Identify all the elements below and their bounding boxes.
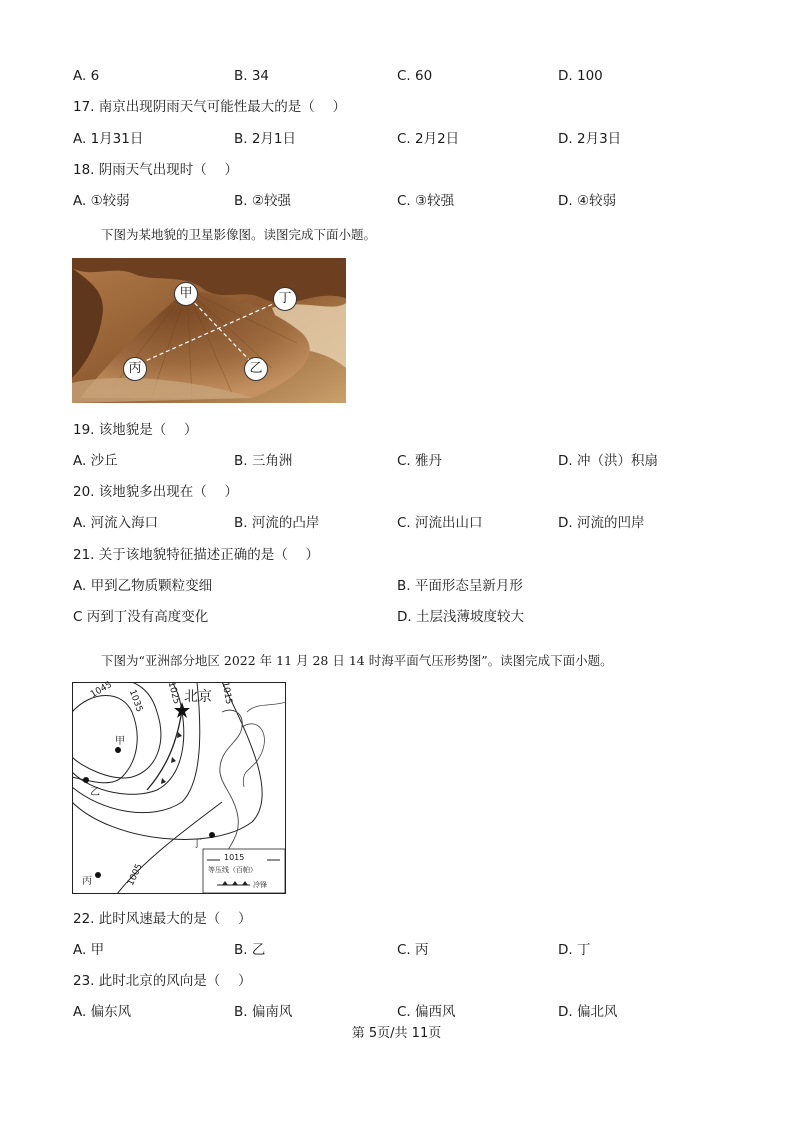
q18-option-d[interactable]: D. ④较弱 bbox=[558, 193, 617, 209]
q16-option-b[interactable]: B. 34 bbox=[234, 68, 270, 84]
photo-label-bing: 丙 bbox=[123, 357, 147, 381]
isobar-label-1045: 1045 bbox=[89, 679, 114, 701]
q23-stem: 23. 此时北京的风向是（ ） bbox=[73, 973, 252, 989]
q18-option-b[interactable]: B. ②较强 bbox=[234, 193, 291, 209]
q23-option-c[interactable]: C. 偏西风 bbox=[397, 1004, 456, 1020]
photo-label-ding: 丁 bbox=[273, 287, 297, 311]
q17-option-b[interactable]: B. 2月1日 bbox=[234, 131, 297, 147]
q21-option-c[interactable]: C 丙到丁没有高度变化 bbox=[73, 609, 209, 625]
q22-option-b[interactable]: B. 乙 bbox=[234, 942, 266, 958]
q21-option-b[interactable]: B. 平面形态呈新月形 bbox=[397, 578, 523, 594]
map-label-bing: 丙 bbox=[82, 876, 92, 887]
q21-options-row2 bbox=[0, 606, 793, 628]
q18-stem-line bbox=[0, 159, 793, 181]
isobar-label-1025: 1025 bbox=[165, 680, 182, 706]
q19-option-a[interactable]: A. 沙丘 bbox=[73, 453, 118, 469]
legend-isobar-value: 1015 bbox=[224, 853, 245, 862]
q20-stem: 20. 该地貌多出现在（ ） bbox=[73, 484, 239, 500]
q19-stem: 19. 该地貌是（ ） bbox=[73, 422, 198, 438]
q17-option-d[interactable]: D. 2月3日 bbox=[558, 131, 622, 147]
q18-option-c[interactable]: C. ③较强 bbox=[397, 193, 455, 209]
q19-options bbox=[0, 450, 793, 472]
q22-option-c[interactable]: C. 丙 bbox=[397, 942, 429, 958]
isobar-label-1005: 1005 bbox=[126, 862, 145, 888]
q16-options bbox=[0, 65, 793, 87]
q19-option-d[interactable]: D. 冲（洪）积扇 bbox=[558, 453, 658, 469]
q20-options bbox=[0, 512, 793, 534]
point-bing bbox=[95, 872, 101, 878]
point-ding bbox=[209, 832, 215, 838]
photo-label-yi: 乙 bbox=[244, 357, 268, 381]
q20-option-d[interactable]: D. 河流的凹岸 bbox=[558, 515, 645, 531]
q17-stem: 17. 南京出现阴雨天气可能性最大的是（ ） bbox=[73, 99, 347, 115]
q22-stem-line bbox=[0, 908, 793, 930]
q22-option-a[interactable]: A. 甲 bbox=[73, 942, 105, 958]
q23-stem-line bbox=[0, 970, 793, 992]
q17-option-a[interactable]: A. 1月31日 bbox=[73, 131, 144, 147]
q16-option-d[interactable]: D. 100 bbox=[558, 68, 603, 84]
pressure-map-graphic bbox=[72, 679, 286, 894]
satellite-image-alluvial-fan bbox=[72, 258, 346, 403]
photo-label-jia: 甲 bbox=[174, 282, 198, 306]
q22-options bbox=[0, 939, 793, 961]
sea-level-pressure-map bbox=[72, 679, 286, 894]
point-yi bbox=[83, 777, 89, 783]
section-intro-pressure-map: 下图为“亚洲部分地区 2022 年 11 月 28 日 14 时海平面气压形势图”。读图完成下面小题。 bbox=[101, 653, 613, 668]
q17-option-c[interactable]: C. 2月2日 bbox=[397, 131, 460, 147]
q23-option-b[interactable]: B. 偏南风 bbox=[234, 1004, 293, 1020]
q23-options bbox=[0, 1001, 793, 1023]
legend-cold-front-text: 冷锋 bbox=[253, 881, 267, 889]
q21-stem-line bbox=[0, 544, 793, 566]
isobar-label-1015: 1015 bbox=[219, 680, 234, 706]
q17-stem-line bbox=[0, 96, 793, 118]
q16-option-c[interactable]: C. 60 bbox=[397, 68, 433, 84]
q19-option-c[interactable]: C. 雅丹 bbox=[397, 453, 443, 469]
q20-option-c[interactable]: C. 河流出山口 bbox=[397, 515, 483, 531]
q19-option-b[interactable]: B. 三角洲 bbox=[234, 453, 293, 469]
map-label-ding: 丁 bbox=[192, 839, 202, 850]
q23-option-d[interactable]: D. 偏北风 bbox=[558, 1004, 618, 1020]
q20-option-b[interactable]: B. 河流的凸岸 bbox=[234, 515, 320, 531]
legend-isobar-text: 等压线（百帕） bbox=[208, 866, 257, 874]
q20-option-a[interactable]: A. 河流入海口 bbox=[73, 515, 159, 531]
q21-option-a[interactable]: A. 甲到乙物质颗粒变细 bbox=[73, 578, 213, 594]
q22-option-d[interactable]: D. 丁 bbox=[558, 942, 591, 958]
city-label-beijing: 北京 bbox=[184, 689, 212, 705]
q21-options-row1 bbox=[0, 575, 793, 597]
q23-option-a[interactable]: A. 偏东风 bbox=[73, 1004, 132, 1020]
q22-stem: 22. 此时风速最大的是（ ） bbox=[73, 911, 252, 927]
q17-options bbox=[0, 128, 793, 150]
section-intro-landform: 下图为某地貌的卫星影像图。读图完成下面小题。 bbox=[101, 227, 377, 242]
map-label-yi: 乙 bbox=[90, 787, 100, 798]
satellite-image-graphic bbox=[72, 258, 346, 403]
map-label-jia: 甲 bbox=[115, 736, 125, 747]
q18-option-a[interactable]: A. ①较弱 bbox=[73, 193, 130, 209]
point-jia bbox=[115, 747, 121, 753]
q16-option-a[interactable]: A. 6 bbox=[73, 68, 100, 84]
q18-options bbox=[0, 190, 793, 212]
q20-stem-line bbox=[0, 481, 793, 503]
q21-stem: 21. 关于该地貌特征描述正确的是（ ） bbox=[73, 547, 320, 563]
q18-stem: 18. 阴雨天气出现时（ ） bbox=[73, 162, 239, 178]
q21-option-d[interactable]: D. 土层浅薄坡度较大 bbox=[397, 609, 524, 625]
page-footer: 第 5页/共 11页 bbox=[351, 1026, 442, 1041]
isobar-label-1035: 1035 bbox=[126, 688, 145, 714]
q19-stem-line bbox=[0, 419, 793, 441]
